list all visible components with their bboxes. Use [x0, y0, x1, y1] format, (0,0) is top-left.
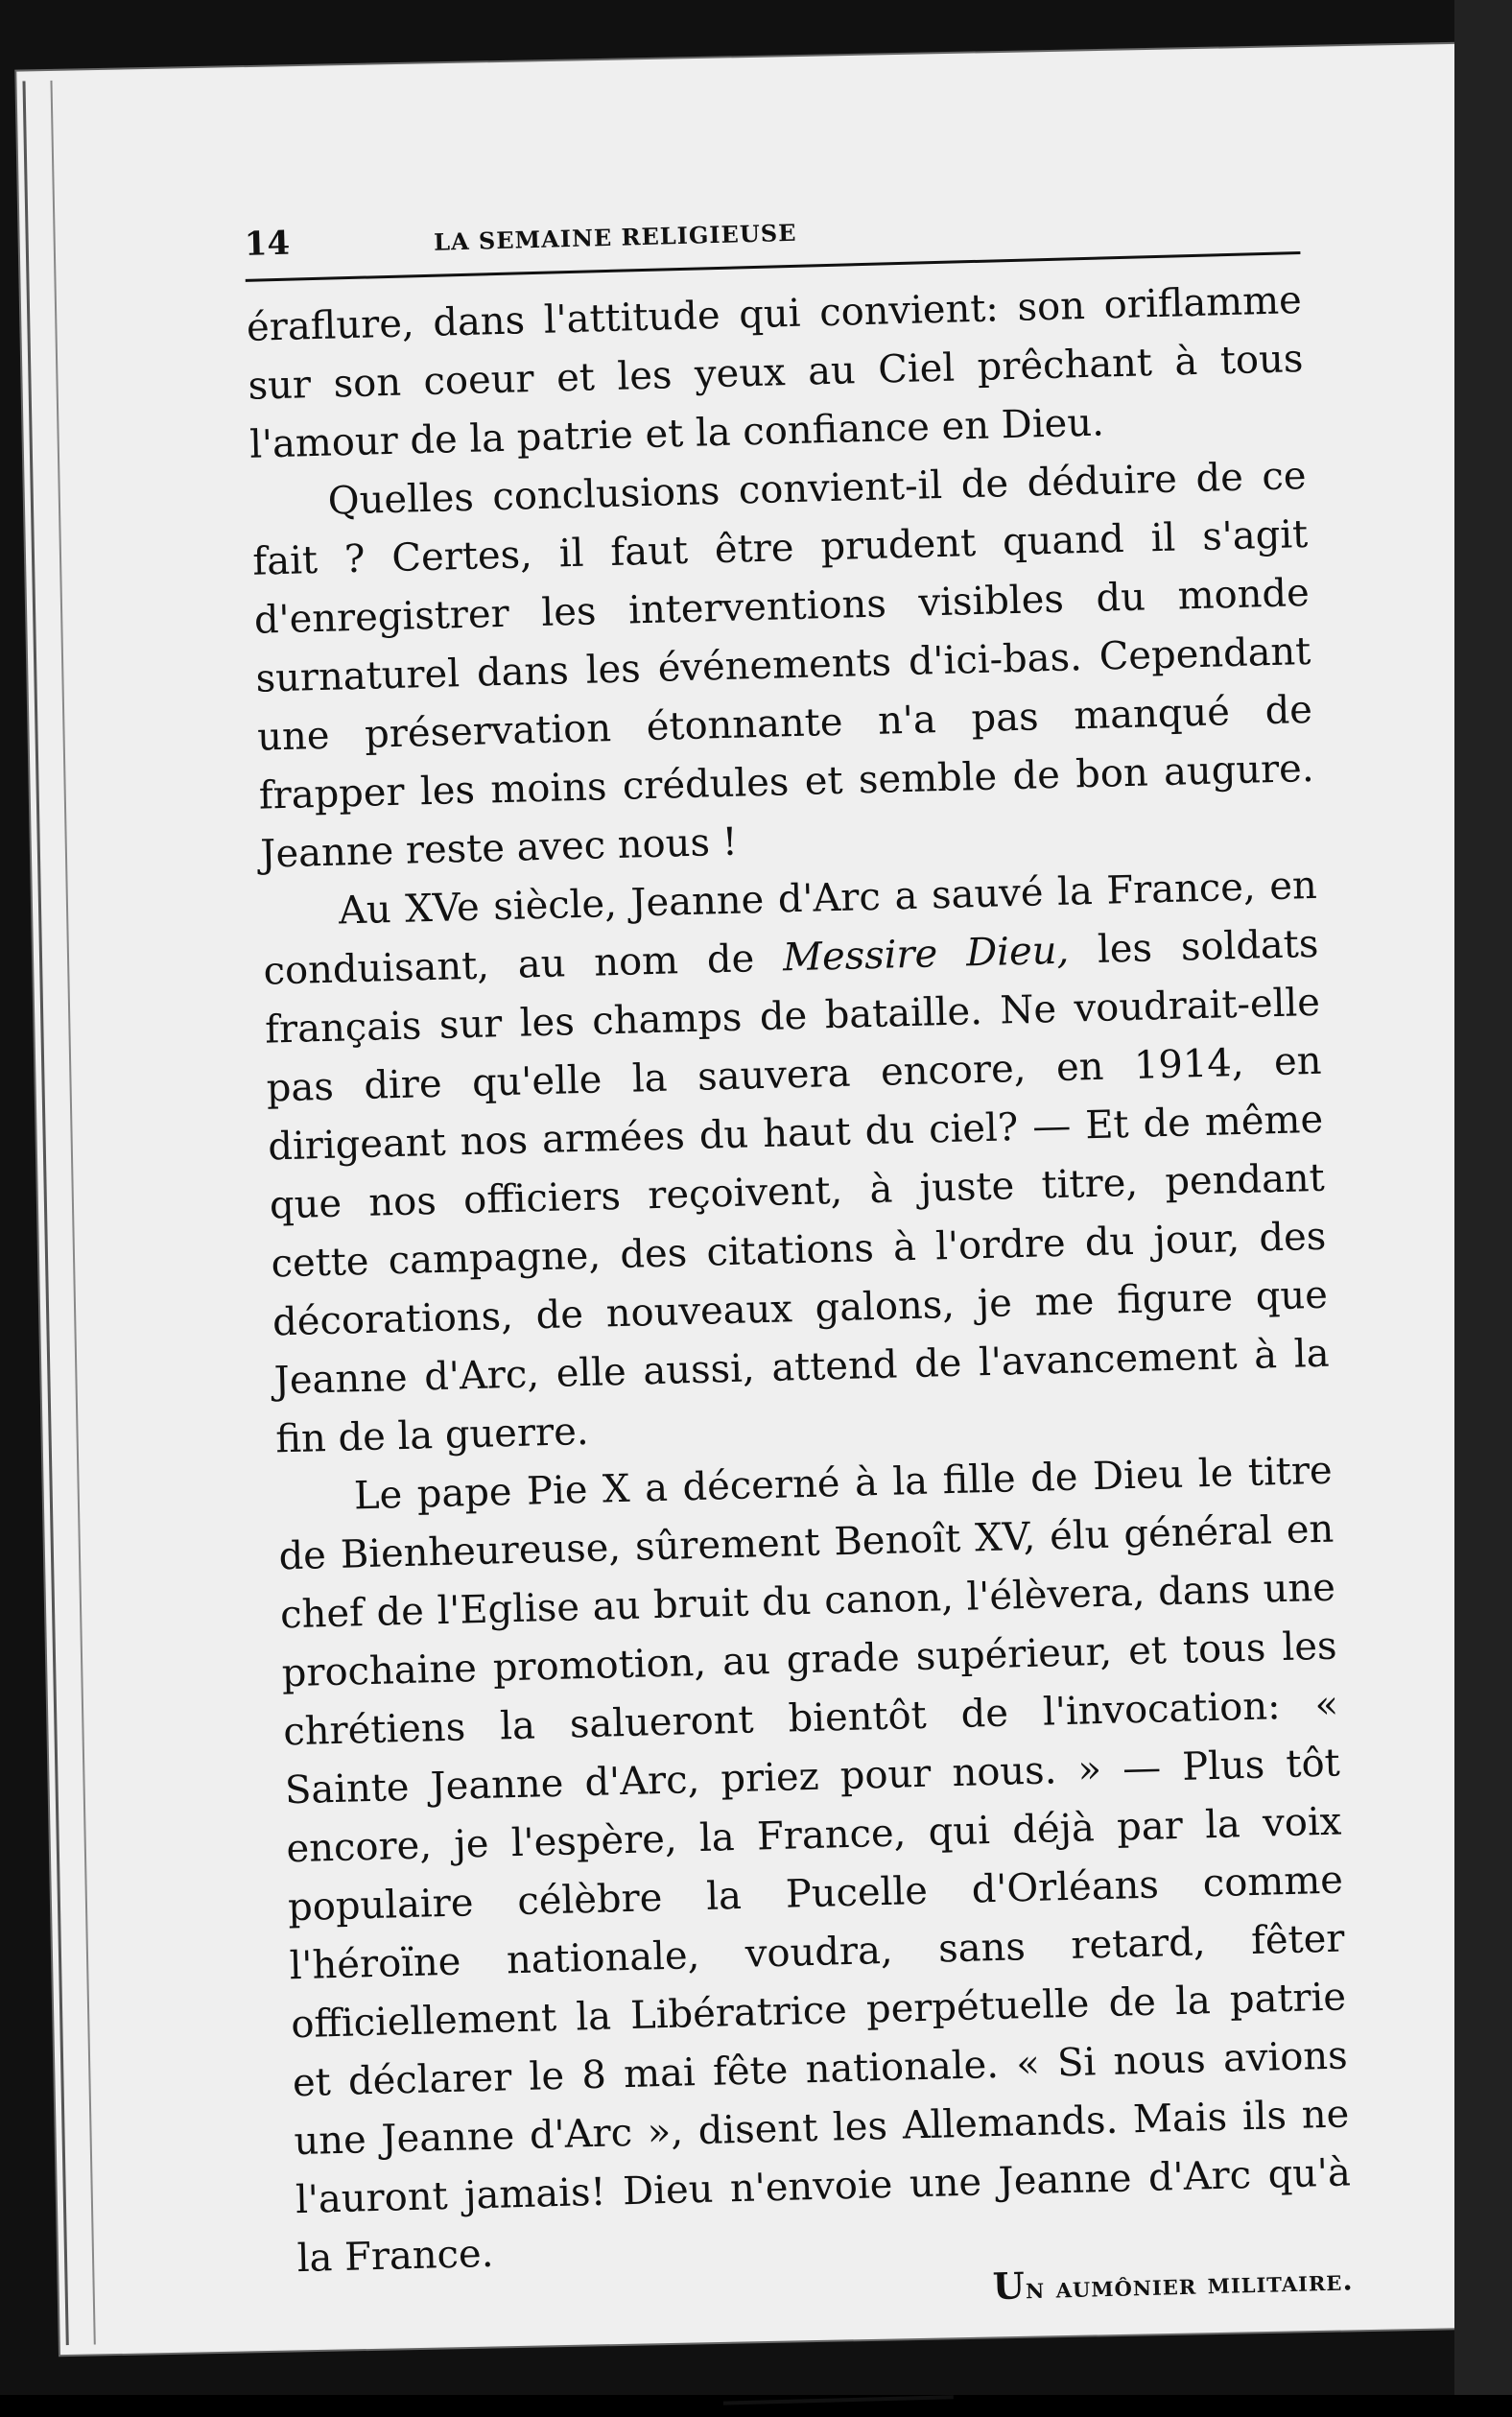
- scan-border: [1454, 0, 1512, 2395]
- paragraph-text: Au XVe siècle, Jeanne d'Arc a sauvé la France, en conduisant, au nom de: [263, 863, 1318, 994]
- paragraph: Quelles conclusions convient-il de déduire de ce fait ? Certes, il faut être prudent quand il s'agit d'enregistrer les interventions visibles du monde surnaturel dans les événements d'ici-bas. Cependant une préservation étonnante n'a pas manqué de frapper les moins crédules et semble de bon augure. Jeanne reste avec nous !: [251, 453, 1315, 877]
- paragraph: [261, 857, 1332, 1470]
- signature-text: n aumônier militaire.: [1025, 2263, 1355, 2307]
- paragraph: Le pape Pie X a décerné à la fille de Dieu le titre de Bienheureuse, sûrement Benoît XV, élu général en chef de l'Eglise au bruit du canon, l'élèvera, dans une prochaine promotion, au grade supérieur, et tous les chrétiens la salueront bientôt de l'invocation: « Sainte Jeanne d'Arc, priez pour nous. » — Plus tôt encore, je l'espère, la France, qui déjà par la voix populaire célèbre la Pucelle d'Orléans comme l'héroïne nationale, voudra, sans retard, fêter officiellement la Libératrice perpétuelle de la patrie et déclarer le 8 mai fête nationale. « Si nous avions une Jeanne d'Arc », disent les Allemands. Mais ils ne l'auront jamais! Dieu n'envoie une Jeanne d'Arc qu'à la France.: [278, 1448, 1352, 2282]
- paragraph-text: les soldats français sur les champs de bataille. Ne voudrait-elle pas dire qu'elle la sauvera encore, en 1914, en dirigeant nos armées du haut du ciel? — Et de même que nos officiers reçoivent, à juste titre, pendant cette campagne, des citations à l'ordre du jour, des décorations, de nouveaux galons, je me figure que Jeanne d'Arc, elle aussi, attend de l'avancement à la fin de la guerre.: [264, 921, 1331, 1462]
- end-rule: [723, 2395, 954, 2405]
- running-title: LA SEMAINE RELIGIEUSE: [433, 218, 797, 256]
- page-edges: [22, 81, 95, 2345]
- italic-phrase: Messire Dieu,: [782, 928, 1070, 981]
- article-body: [246, 272, 1353, 2288]
- paragraph: éraflure, dans l'attitude qui convient: son oriflamme sur son coeur et les yeux au Ciel prêchant à tous l'amour de la patrie et la confiance en Dieu.: [246, 278, 1304, 467]
- page-number: 14: [244, 224, 291, 264]
- signature-initial: U: [992, 2263, 1027, 2309]
- page-content: [215, 197, 1386, 2309]
